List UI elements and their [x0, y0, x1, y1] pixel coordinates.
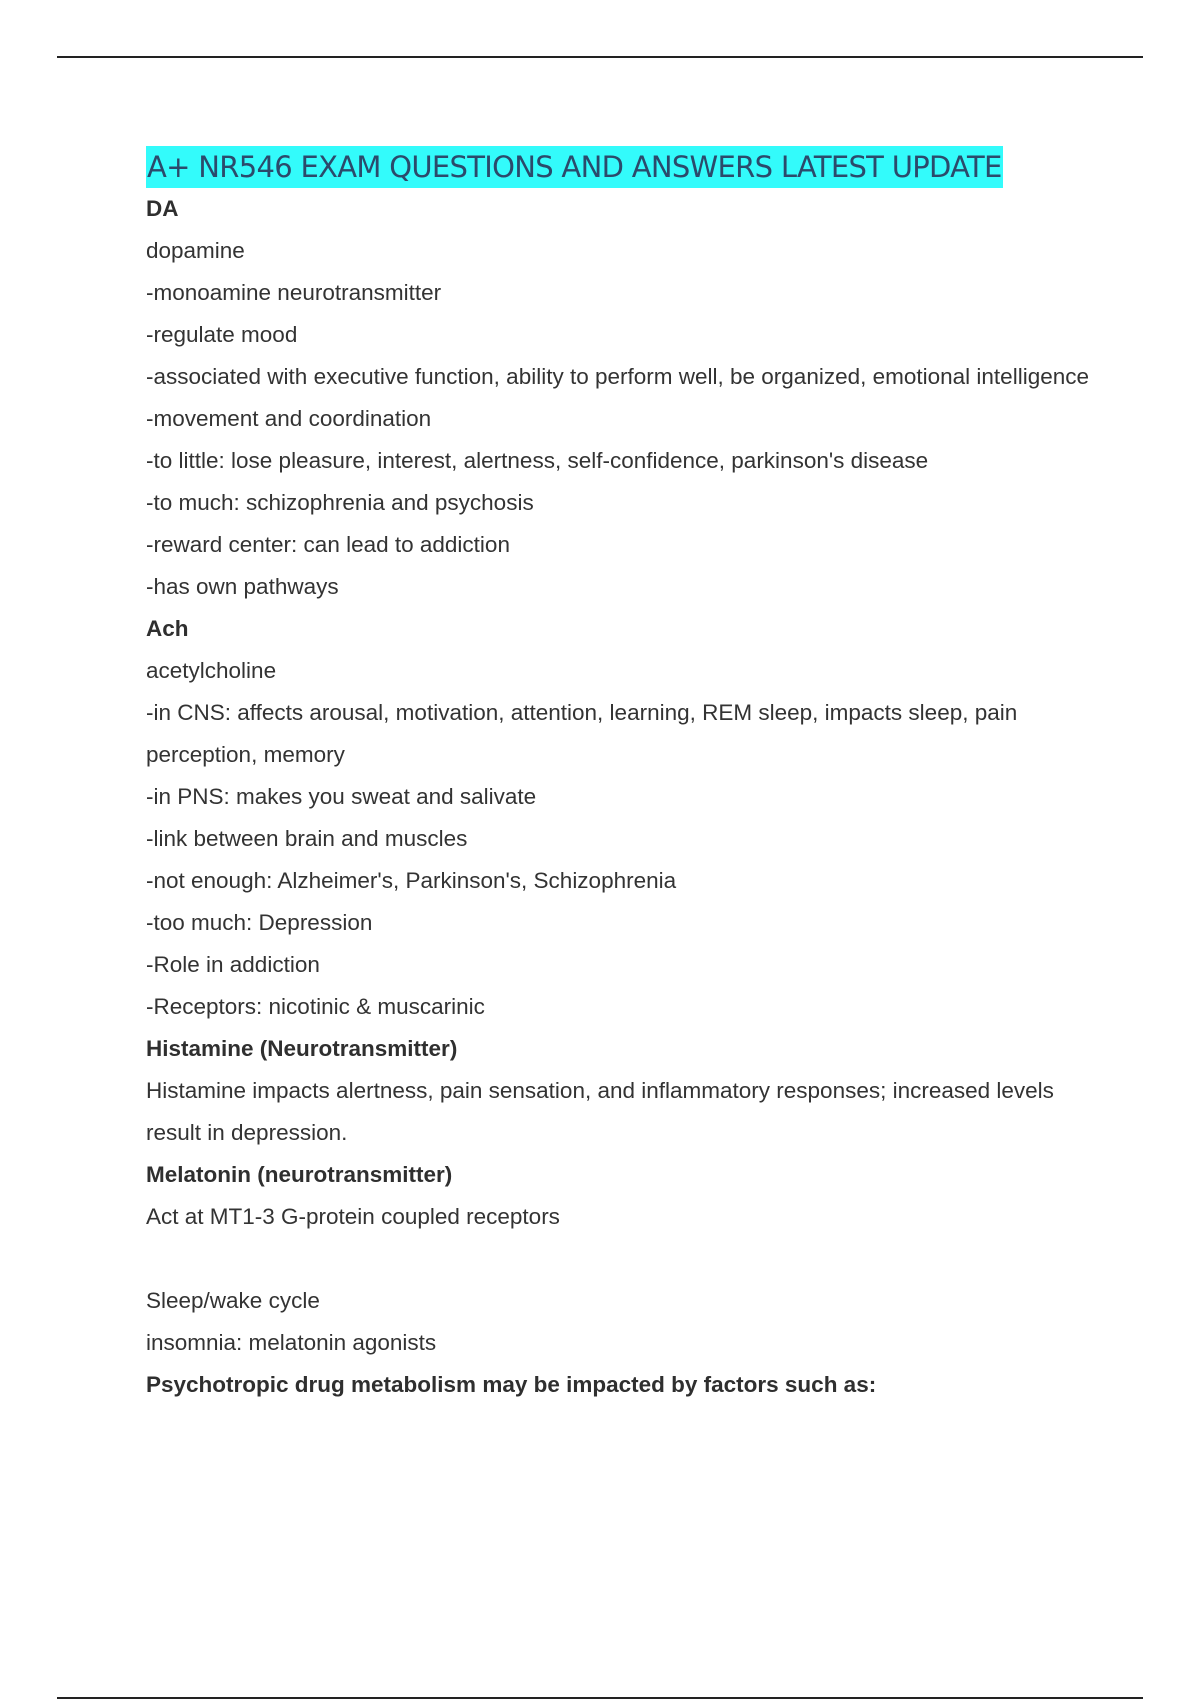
- definition-line: dopamine: [146, 238, 245, 263]
- section-da: [146, 188, 1096, 608]
- definition-line: insomnia: melatonin agonists: [146, 1330, 437, 1355]
- term-heading: DA: [146, 196, 179, 221]
- definition-line: -too much: Depression: [146, 910, 373, 935]
- section-ach: [146, 608, 1096, 1028]
- definition-line: acetylcholine: [146, 658, 277, 683]
- definition-line: -associated with executive function, ability to perform well, be organized, emotional intelligence: [146, 364, 1090, 389]
- definition-line: -has own pathways: [146, 574, 339, 599]
- definition-line: -to much: schizophrenia and psychosis: [146, 490, 534, 515]
- definition-line: Act at MT1-3 G-protein coupled receptors: [146, 1204, 560, 1229]
- term-heading: Melatonin (neurotransmitter): [146, 1162, 453, 1187]
- term-heading: Ach: [146, 616, 189, 641]
- definition-line: -in CNS: affects arousal, motivation, attention, learning, REM sleep, impacts sleep, pain perception, memory: [146, 700, 1018, 767]
- section-histamine: [146, 1028, 1096, 1154]
- blank-line: [146, 1238, 1096, 1280]
- definition-line: -Role in addiction: [146, 952, 320, 977]
- definition-line: -Receptors: nicotinic & muscarinic: [146, 994, 485, 1019]
- definition-line: -monoamine neurotransmitter: [146, 280, 442, 305]
- definition-line: -reward center: can lead to addiction: [146, 532, 510, 557]
- document-title: A+ NR546 EXAM QUESTIONS AND ANSWERS LATEST UPDATE: [146, 146, 1003, 188]
- definition-line: Sleep/wake cycle: [146, 1288, 320, 1313]
- header-rule: [57, 56, 1143, 58]
- document-body: [146, 146, 1096, 1406]
- definition-line: -movement and coordination: [146, 406, 432, 431]
- document-title-row: [146, 146, 1096, 188]
- definition-line: -regulate mood: [146, 322, 298, 347]
- definition-line: -not enough: Alzheimer's, Parkinson's, Schizophrenia: [146, 868, 677, 893]
- definition-line: -in PNS: makes you sweat and salivate: [146, 784, 537, 809]
- section-psychotropic: [146, 1364, 1096, 1406]
- definition-line: Histamine impacts alertness, pain sensation, and inflammatory responses; increased levels result in depression.: [146, 1078, 1054, 1145]
- term-heading: Psychotropic drug metabolism may be impacted by factors such as:: [146, 1372, 877, 1397]
- term-heading: Histamine (Neurotransmitter): [146, 1036, 458, 1061]
- definition-line: -link between brain and muscles: [146, 826, 468, 851]
- section-melatonin: [146, 1154, 1096, 1364]
- footer-rule: [57, 1697, 1143, 1699]
- definition-line: -to little: lose pleasure, interest, alertness, self-confidence, parkinson's disease: [146, 448, 929, 473]
